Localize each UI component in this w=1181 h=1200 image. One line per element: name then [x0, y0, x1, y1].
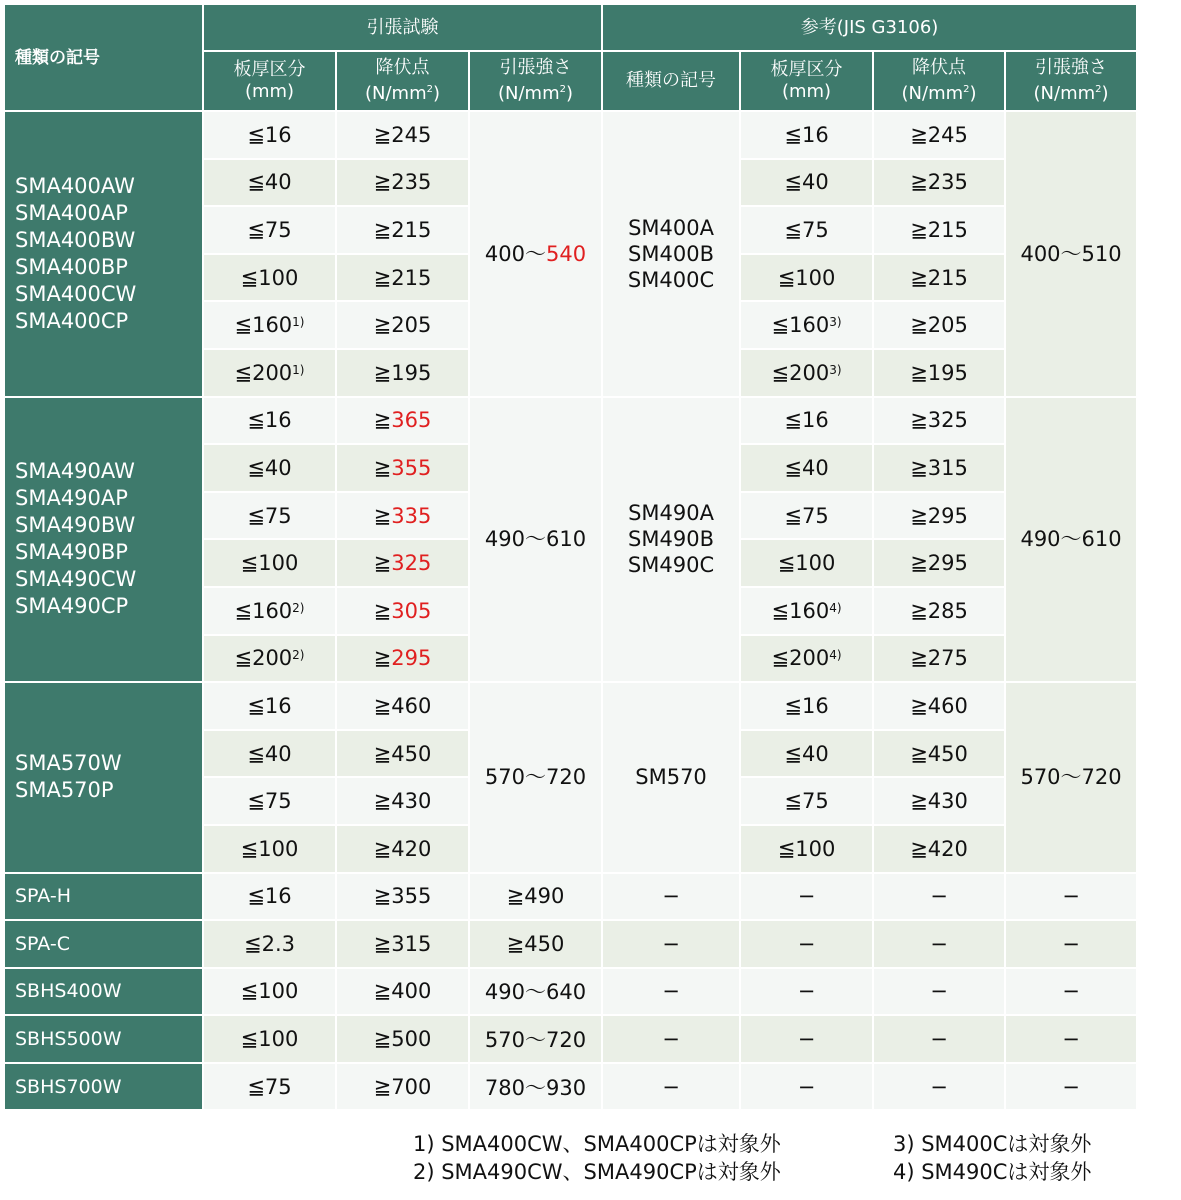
yield-value: ≧ [373, 408, 392, 433]
ref-empty-cell: − [1005, 968, 1137, 1016]
ref-yield-cell: ≧275 [873, 635, 1005, 683]
ref-grade-names [602, 397, 740, 683]
ref-thickness-cell [740, 444, 873, 492]
footnotes-right [893, 1130, 1091, 1186]
tensile-strength-cell [469, 111, 602, 397]
tensile-strength-cell: 780〜930 [469, 1063, 602, 1111]
thickness-value: ≦200 [234, 360, 293, 385]
footnote-mark: 1) [292, 362, 305, 377]
steel-grade-name: SMA400BW [15, 227, 136, 252]
ref-grade-name: SM400A [628, 215, 714, 240]
yield-cell [336, 539, 469, 587]
ref-thickness-cell [740, 159, 873, 207]
tensile-strength-highlight: 540 [546, 241, 587, 266]
yield-cell [336, 492, 469, 540]
tensile-strength-header: 引張強さ $(N/mm^2)$ [469, 51, 602, 111]
yield-value: ≧460 [373, 693, 432, 718]
steel-grade-name: SMA570W [15, 751, 122, 776]
footnote-mark: 2) [292, 648, 305, 663]
yield-value: ≧215 [373, 217, 432, 242]
yield-header: 降伏点 $(N/mm^2)$ [336, 51, 469, 111]
tensile-strength-cell: ≧450 [469, 920, 602, 968]
yield-value: ≧420 [373, 836, 432, 861]
footnote-1: 1) SMA400CW、SMA400CPは対象外 [413, 1132, 781, 1156]
footnote-mark: 4) [829, 648, 842, 663]
ref-thickness-value: ≦100 [777, 551, 836, 576]
ref-yield-cell: ≧450 [873, 730, 1005, 778]
ref-thickness-value: ≦75 [784, 503, 829, 528]
tensile-strength-cell [469, 682, 602, 872]
yield-cell [336, 206, 469, 254]
type-symbol-header: 種類の記号 [4, 4, 203, 111]
thickness-cell [203, 254, 336, 302]
thickness-cell [203, 397, 336, 445]
footnote-mark: 1) [292, 315, 305, 330]
thickness-cell: ≦100 [203, 1015, 336, 1063]
ref-thickness-value: ≦40 [784, 455, 829, 480]
ref-grade-name: SM490C [627, 553, 715, 578]
footnote-mark: 4) [829, 600, 842, 615]
table-row [4, 397, 1137, 445]
yield-value: ≧450 [373, 741, 432, 766]
ref-thickness-value: ≦100 [777, 265, 836, 290]
ref-empty-cell: − [1005, 873, 1137, 921]
yield-value-highlight: 295 [391, 646, 432, 671]
thickness-cell [203, 777, 336, 825]
thickness-value: ≦200 [234, 646, 293, 671]
ref-empty-cell: − [1005, 1063, 1137, 1111]
thickness-cell [203, 539, 336, 587]
ref-thickness-cell [740, 682, 873, 730]
yield-value: ≧215 [373, 265, 432, 290]
tensile-strength-cell: 570〜720 [469, 1015, 602, 1063]
ref-yield-cell: ≧285 [873, 587, 1005, 635]
steel-grade-name: SBHS400W [4, 968, 203, 1016]
ref-grade-name: SM400B [628, 241, 714, 266]
tensile-test-header: 引張試験 [203, 4, 602, 51]
yield-cell [336, 825, 469, 873]
thickness-value: ≦16 [247, 122, 292, 147]
steel-grade-name: SMA490CP [15, 594, 129, 619]
ref-thickness-value: ≦100 [777, 836, 836, 861]
ref-thickness-cell [740, 301, 873, 349]
thickness-value: ≦16 [247, 693, 292, 718]
ref-yield-cell: ≧215 [873, 206, 1005, 254]
ref-thickness-value: ≦40 [784, 741, 829, 766]
steel-grade-name: SMA400AP [15, 200, 128, 225]
steel-grade-name: SMA490AP [15, 486, 128, 511]
ref-empty-cell: − [602, 1015, 740, 1063]
yield-cell: ≧500 [336, 1015, 469, 1063]
thickness-cell: ≦2.3 [203, 920, 336, 968]
steel-grade-name: SBHS700W [4, 1063, 203, 1111]
ref-empty-cell: − [740, 968, 873, 1016]
steel-grade-names [4, 397, 203, 683]
thickness-value: ≦75 [247, 503, 292, 528]
thickness-cell [203, 159, 336, 207]
table-row [4, 873, 1137, 921]
table-header [4, 4, 1137, 111]
thickness-cell: ≦75 [203, 1063, 336, 1111]
yield-cell: ≧355 [336, 873, 469, 921]
ref-thickness-value: ≦75 [784, 217, 829, 242]
thickness-value: ≦75 [247, 789, 292, 814]
ref-thickness-value: ≦40 [784, 170, 829, 195]
thickness-cell [203, 825, 336, 873]
tensile-strength-cell: 490〜640 [469, 968, 602, 1016]
thickness-cell [203, 587, 336, 635]
ref-empty-cell: − [602, 873, 740, 921]
footnote-mark: 3) [829, 315, 842, 330]
steel-spec-table [3, 3, 1138, 1111]
steel-grade-name: SMA570P [15, 778, 114, 803]
ref-yield-cell: ≧205 [873, 301, 1005, 349]
yield-value: ≧205 [373, 313, 432, 338]
tensile-strength-cell [469, 397, 602, 683]
yield-cell [336, 111, 469, 159]
ref-empty-cell: − [740, 1063, 873, 1111]
ref-yield-cell: ≧430 [873, 777, 1005, 825]
ref-thickness-cell [740, 397, 873, 445]
yield-value: ≧ [373, 455, 392, 480]
yield-cell [336, 301, 469, 349]
tensile-strength-value: 490〜610 [484, 527, 587, 552]
yield-cell [336, 682, 469, 730]
ref-thickness-cell [740, 254, 873, 302]
ref-tensile-strength-cell: 400〜510 [1005, 111, 1137, 397]
steel-grade-name: SMA490CW [15, 567, 137, 592]
table-row [4, 1015, 1137, 1063]
ref-yield-cell: ≧295 [873, 539, 1005, 587]
ref-thickness-cell [740, 492, 873, 540]
ref-thickness-cell [740, 349, 873, 397]
yield-value-highlight: 355 [391, 455, 432, 480]
thickness-cell: ≦16 [203, 873, 336, 921]
yield-cell: ≧400 [336, 968, 469, 1016]
ref-thickness-value: ≦16 [784, 122, 829, 147]
ref-empty-cell: − [602, 920, 740, 968]
thickness-cell: ≦100 [203, 968, 336, 1016]
thickness-value: ≦40 [247, 741, 292, 766]
ref-empty-cell: − [740, 873, 873, 921]
footnote-3: 3) SM400Cは対象外 [893, 1132, 1092, 1156]
yield-value-highlight: 305 [391, 598, 432, 623]
ref-empty-cell: − [602, 1063, 740, 1111]
thickness-value: ≦40 [247, 170, 292, 195]
steel-grade-names [4, 682, 203, 872]
footnote-mark: 2) [292, 600, 305, 615]
ref-empty-cell: − [602, 968, 740, 1016]
ref-yield-cell: ≧325 [873, 397, 1005, 445]
yield-value: ≧ [373, 551, 392, 576]
yield-value: ≧ [373, 646, 392, 671]
table-row [4, 1063, 1137, 1111]
yield-cell [336, 349, 469, 397]
ref-thickness-value: ≦16 [784, 693, 829, 718]
ref-thickness-cell [740, 825, 873, 873]
yield-value: ≧235 [373, 170, 432, 195]
ref-tensile-strength-header: 引張強さ $(N/mm^2)$ [1005, 51, 1137, 111]
thickness-value: ≦100 [240, 836, 299, 861]
thickness-cell [203, 301, 336, 349]
ref-empty-cell: − [873, 873, 1005, 921]
thickness-cell [203, 206, 336, 254]
ref-empty-cell: − [873, 1063, 1005, 1111]
tensile-strength-value: 400〜 [484, 241, 547, 266]
thickness-value: ≦160 [234, 313, 293, 338]
yield-cell [336, 397, 469, 445]
steel-grade-name: SMA490AW [15, 459, 135, 484]
ref-empty-cell: − [1005, 920, 1137, 968]
table-row [4, 682, 1137, 730]
thickness-cell [203, 730, 336, 778]
ref-thickness-cell [740, 539, 873, 587]
thickness-cell [203, 349, 336, 397]
ref-empty-cell: − [873, 1015, 1005, 1063]
yield-cell [336, 159, 469, 207]
yield-value: ≧195 [373, 360, 432, 385]
ref-empty-cell: − [740, 1015, 873, 1063]
ref-yield-cell: ≧420 [873, 825, 1005, 873]
ref-thickness-value: ≦200 [771, 360, 830, 385]
ref-tensile-strength-cell: 570〜720 [1005, 682, 1137, 872]
steel-grade-names [4, 111, 203, 397]
ref-thickness-cell [740, 587, 873, 635]
ref-yield-cell: ≧195 [873, 349, 1005, 397]
ref-grade-name: SM490B [628, 527, 714, 552]
yield-cell: ≧315 [336, 920, 469, 968]
thickness-value: ≦100 [240, 551, 299, 576]
ref-empty-cell: − [1005, 1015, 1137, 1063]
yield-cell: ≧700 [336, 1063, 469, 1111]
ref-thickness-cell [740, 730, 873, 778]
table-body [4, 111, 1137, 1110]
steel-grade-name: SMA400AW [15, 173, 135, 198]
table-row [4, 111, 1137, 159]
ref-thickness-value: ≦200 [771, 646, 830, 671]
steel-grade-name: SMA490BW [15, 513, 136, 538]
thickness-header: 板厚区分 (mm) [203, 51, 336, 111]
thickness-cell [203, 111, 336, 159]
ref-thickness-cell [740, 635, 873, 683]
table-row [4, 968, 1137, 1016]
yield-cell [336, 254, 469, 302]
yield-value: ≧245 [373, 122, 432, 147]
ref-yield-cell: ≧315 [873, 444, 1005, 492]
ref-thickness-cell [740, 206, 873, 254]
ref-thickness-cell [740, 777, 873, 825]
ref-thickness-header: 板厚区分 (mm) [740, 51, 873, 111]
yield-value-highlight: 325 [391, 551, 432, 576]
thickness-cell [203, 444, 336, 492]
footnotes-left [413, 1130, 781, 1186]
yield-value: ≧ [373, 503, 392, 528]
ref-thickness-cell [740, 111, 873, 159]
ref-yield-cell: ≧245 [873, 111, 1005, 159]
thickness-cell [203, 682, 336, 730]
ref-grade-name: SM570 [635, 765, 707, 790]
ref-grade-names [602, 111, 740, 397]
yield-cell [336, 777, 469, 825]
ref-type-symbol-header: 種類の記号 [602, 51, 740, 111]
yield-cell [336, 587, 469, 635]
ref-yield-cell: ≧295 [873, 492, 1005, 540]
yield-cell [336, 730, 469, 778]
steel-grade-name: SBHS500W [4, 1015, 203, 1063]
steel-grade-name: SMA400CP [15, 308, 129, 333]
ref-thickness-value: ≦16 [784, 408, 829, 433]
thickness-value: ≦16 [247, 408, 292, 433]
steel-grade-name: SMA400BP [15, 254, 128, 279]
ref-yield-header: 降伏点 $(N/mm^2)$ [873, 51, 1005, 111]
ref-tensile-strength-cell: 490〜610 [1005, 397, 1137, 683]
thickness-value: ≦40 [247, 455, 292, 480]
steel-grade-name: SPA-C [4, 920, 203, 968]
footnote-4: 4) SM490Cは対象外 [893, 1160, 1092, 1184]
reference-header: 参考(JIS G3106) [602, 4, 1137, 51]
ref-thickness-value: ≦160 [771, 598, 830, 623]
thickness-value: ≦75 [247, 217, 292, 242]
yield-value-highlight: 335 [391, 503, 432, 528]
ref-empty-cell: − [740, 920, 873, 968]
steel-grade-name: SPA-H [4, 873, 203, 921]
yield-value: ≧ [373, 598, 392, 623]
thickness-value: ≦100 [240, 265, 299, 290]
footnote-mark: 3) [829, 362, 842, 377]
tensile-strength-value: 570〜720 [484, 765, 587, 790]
ref-grade-names [602, 682, 740, 872]
yield-value-highlight: 365 [391, 408, 432, 433]
ref-empty-cell: − [873, 920, 1005, 968]
ref-thickness-value: ≦160 [771, 313, 830, 338]
steel-grade-name: SMA490BP [15, 540, 128, 565]
ref-grade-name: SM490A [628, 501, 714, 526]
yield-value: ≧430 [373, 789, 432, 814]
yield-cell [336, 444, 469, 492]
tensile-strength-cell: ≧490 [469, 873, 602, 921]
thickness-cell [203, 492, 336, 540]
footnote-2: 2) SMA490CW、SMA490CPは対象外 [413, 1160, 781, 1184]
steel-grade-name: SMA400CW [15, 281, 137, 306]
thickness-value: ≦160 [234, 598, 293, 623]
table-row [4, 920, 1137, 968]
ref-yield-cell: ≧235 [873, 159, 1005, 207]
ref-yield-cell: ≧460 [873, 682, 1005, 730]
ref-thickness-value: ≦75 [784, 789, 829, 814]
ref-grade-name: SM400C [627, 267, 715, 292]
thickness-cell [203, 635, 336, 683]
yield-cell [336, 635, 469, 683]
ref-empty-cell: − [873, 968, 1005, 1016]
ref-yield-cell: ≧215 [873, 254, 1005, 302]
